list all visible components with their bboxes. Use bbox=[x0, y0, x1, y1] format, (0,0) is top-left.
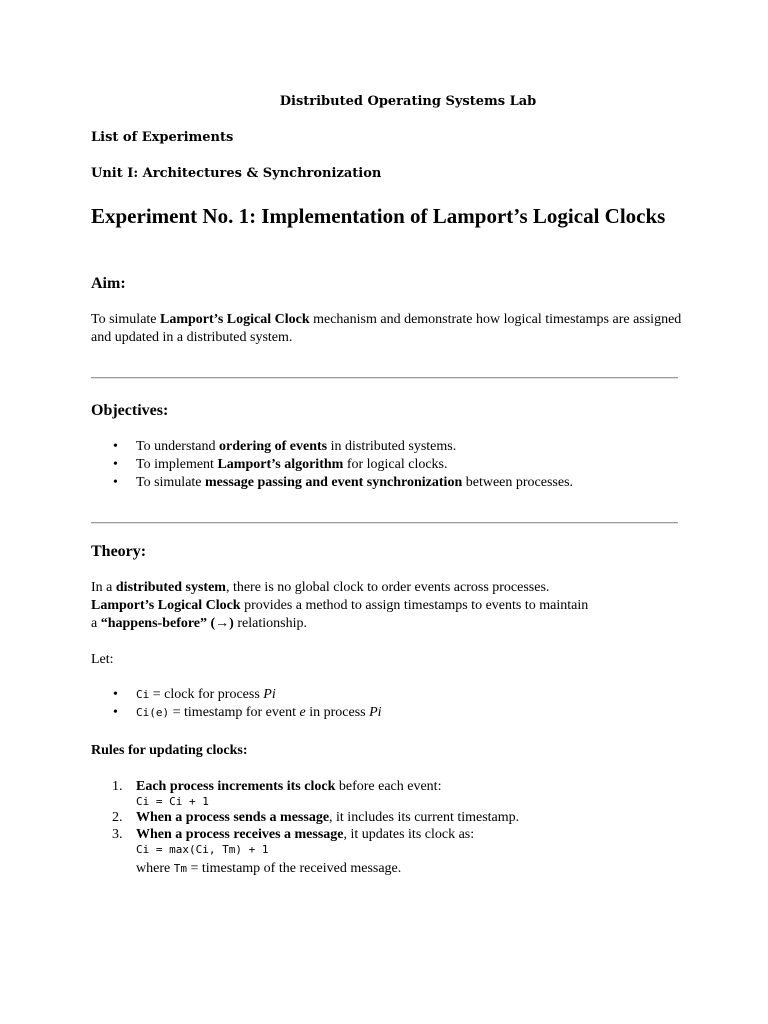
section-divider bbox=[91, 522, 678, 524]
list-item: • To understand ordering of events in distributed systems. bbox=[108, 438, 573, 456]
list-item: • To implement Lamport’s algorithm for logical clocks. bbox=[108, 456, 573, 474]
definitions-list bbox=[108, 686, 382, 722]
where-note: where Tm = timestamp of the received message. bbox=[136, 861, 402, 876]
code-snippet: Ci = max(Ci, Tm) + 1 bbox=[136, 843, 269, 856]
list-item: 2. When a process sends a message, it includes its current timestamp. bbox=[112, 810, 520, 825]
let-label: Let: bbox=[91, 652, 114, 667]
list-item: • To simulate message passing and event synchronization between processes. bbox=[108, 474, 573, 492]
theory-paragraph: In a distributed system, there is no global clock to order events across processes. Lamport’s Logical Clock provides a method to assign timestamps to events to maintain a “happens-before” (→) relationship. bbox=[91, 580, 589, 631]
experiment-title: Experiment No. 1: Implementation of Lamport’s Logical Clocks bbox=[91, 204, 666, 228]
code-snippet: Ci = Ci + 1 bbox=[136, 795, 209, 808]
list-item: • Ci(e) = timestamp for event e in process Pi bbox=[108, 704, 382, 722]
theory-heading: Theory: bbox=[91, 543, 147, 560]
list-item: 3. When a process receives a message, it updates its clock as: Ci = max(Ci, Tm) + 1 where Tm = timestamp of the received message. bbox=[108, 826, 668, 877]
list-item: • Ci = clock for process Pi bbox=[108, 686, 382, 704]
rules-heading: Rules for updating clocks: bbox=[91, 743, 248, 758]
document-title: Distributed Operating Systems Lab bbox=[279, 94, 537, 109]
list-of-experiments-heading: List of Experiments bbox=[91, 130, 234, 145]
list-item: 1. Each process increments its clock before each event: Ci = Ci + 1 bbox=[108, 778, 668, 809]
objectives-list bbox=[108, 438, 573, 492]
aim-paragraph: To simulate Lamport’s Logical Clock mechanism and demonstrate how logical timestamps are assigned and updated in a distributed system. bbox=[91, 312, 682, 345]
aim-heading: Aim: bbox=[91, 275, 126, 292]
unit-heading: Unit I: Architectures & Synchronization bbox=[91, 166, 382, 181]
section-divider bbox=[91, 377, 678, 379]
rules-list bbox=[108, 778, 668, 877]
objectives-heading: Objectives: bbox=[91, 402, 169, 419]
aim-bold-term: Lamport’s Logical Clock bbox=[160, 312, 310, 327]
